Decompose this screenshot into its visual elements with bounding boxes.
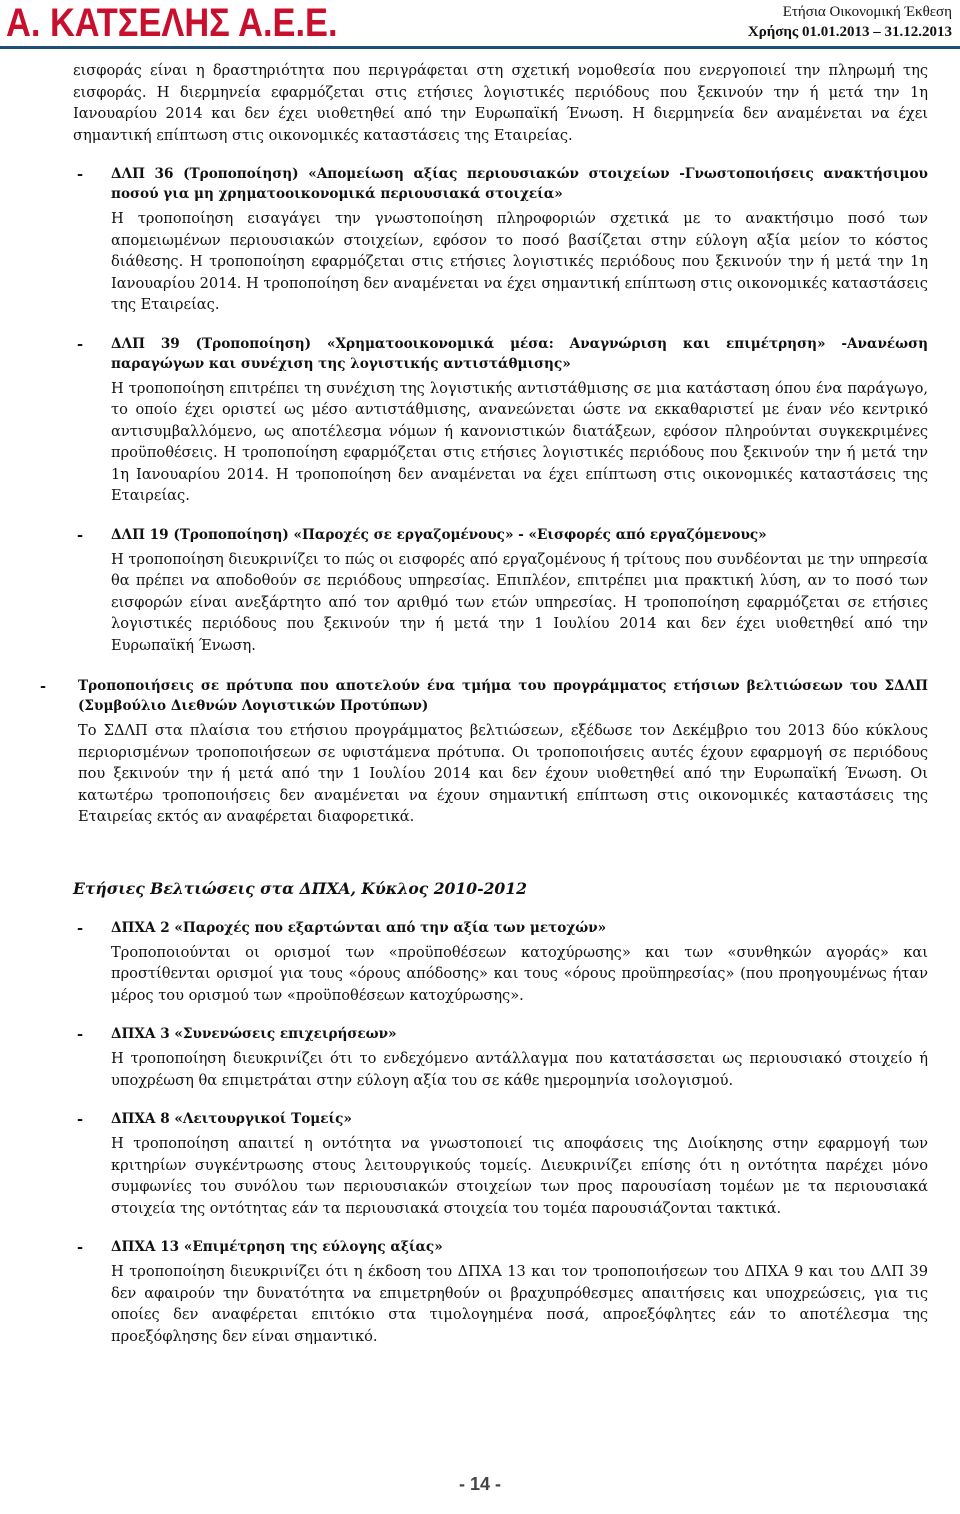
page-header xyxy=(0,0,960,46)
item-text: Η τροποποίηση εισαγάγει την γνωστοποίηση πληροφοριών σχετικά με το ανακτήσιμο ποσό των απομειωμένων περιουσιακών στοιχείων, εφόσον το ποσό βασίζεται στην εύλογη αξία μείον το κόστος διάθεσης. Η τροποποίηση εφαρμόζεται στις ετήσιες λογιστικές περιόδους που ξεκινούν την ή μετά την 1η Ιανουαρίου 2014. Η τροποποίηση δεν αναμένεται να έχει σημαντική επίπτωση στις οικονομικές καταστάσεις της Εταιρείας. xyxy=(111,210,928,313)
item-title: ΔΠΧΑ 3 «Συνενώσεις επιχειρήσεων» xyxy=(111,1026,397,1042)
item-text: Η τροποποίηση διευκρινίζει ότι το ενδεχόμενο αντάλλαγμα που κατατάσσεται ως περιουσιακό στοιχείο ή υποχρέωση θα επιμετράται στην εύλογη αξία του σε κάθε ημερομηνία ισολογισμού. xyxy=(111,1050,928,1089)
list-dash: - xyxy=(40,678,47,695)
report-title-line2: Χρήσης 01.01.2013 – 31.12.2013 xyxy=(747,24,952,40)
item-text: Η τροποποίηση διευκρινίζει ότι η έκδοση του ΔΠΧΑ 13 και τον τροποποιήσεων του ΔΠΧΑ 9 και του ΔΛΠ 39 δεν αφαιρούν την δυνατότητα να επιμετρηθούν οι βραχυπρόθεσμες απαιτήσεις και υποχρεώσεις, για τις οποίες δεν αναφέρεται επιτόκιο στα τιμολογημένα ποσά, απροεξόφλητες εάν το αποτέλεσμα της προεξόφλησης δεν είναι σημαντικό. xyxy=(111,1263,928,1345)
item-title: ΔΛΠ 19 (Τροποποίηση) «Παροχές σε εργαζομένους» - «Εισφορές από εργαζόμενους» xyxy=(111,526,767,543)
list-item-ifrs2 xyxy=(73,918,928,1007)
report-title xyxy=(748,2,952,42)
item-text: Η τροποποίηση απαιτεί η οντότητα να γνωστοποιεί τις αποφάσεις της Διοίκησης στην εφαρμογή των κριτηρίων συγκέντρωσης στους λειτουργικούς τομείς. Διευκρινίζει επίσης ότι η οντότητα παρέχει μόνο συμφωνίες του συνόλου των περιουσιακών στοιχείων των προς παρουσίαση τομέων με τα περιουσιακά στοιχεία της οντότητας εάν τα περιουσιακά στοιχεία του τομέα παρουσιάζονται τακτικά. xyxy=(111,1135,928,1217)
item-title: ΔΛΠ 36 (Τροποποίηση) «Απομείωση αξίας περιουσιακών στοιχείων -Γνωστοποιήσεις ανακτήσιμου ποσού για μη χρηματοοικονομικά περιουσιακά στοιχεία» xyxy=(111,166,928,202)
list-item-ias19 xyxy=(73,525,928,657)
list-item-annual-improvements xyxy=(38,676,928,828)
item-text: Η τροποποίηση επιτρέπει τη συνέχιση της λογιστικής αντιστάθμισης σε μια κατάσταση όπου ένα παράγωγο, το οποίο έχει οριστεί ως μέσο αντιστάθμισης, ανανεώνεται ώστε να εκκαθαριστεί με έναν νέο κεντρικό αντισυμβαλλόμενο, ως αποτέλεσμα νόμων ή κανονιστικών διατάξεων, εφόσον πληρούνται συγκεκριμένες προϋποθέσεις. Η τροποποίηση εφαρμόζεται στις ετήσιες λογιστικές περιόδους που ξεκινούν την ή μετά την 1η Ιανουαρίου 2014. Η τροποποίηση δεν αναμένεται να έχει επίπτωση στις οικονομικές καταστάσεις της Εταιρείας. xyxy=(111,379,928,504)
intro-paragraph: εισφοράς είναι η δραστηριότητα που περιγράφεται στη σχετική νομοθεσία που ενεργοποιεί την πληρωμή της εισφοράς. Η διερμηνεία εφαρμόζεται στις ετήσιες λογιστικές περιόδους που ξεκινούν την ή μετά την 1η Ιανουαρίου 2014 και δεν έχει υιοθετηθεί από την Ευρωπαϊκή Ένωση. Η διερμηνεία δεν αναμένεται να έχει σημαντική επίπτωση στις οικονομικές καταστάσεις της Εταιρείας. xyxy=(73,62,928,144)
item-title: ΔΠΧΑ 13 «Επιμέτρηση της εύλογης αξίας» xyxy=(111,1239,443,1255)
list-item-ias36 xyxy=(73,164,928,316)
list-dash: - xyxy=(77,335,84,353)
item-text: Τροποποιούνται οι ορισμοί των «προϋποθέσεων κατοχύρωσης» και των «συνθηκών αγοράς» και προστίθενται ορισμοί για τους «όρους απόδοσης» και τους «όρους προϋπηρεσίας» (που προηγουμένως ήταν μέρος του ορισμού των «προϋποθέσεων κατοχύρωσης». xyxy=(111,943,928,1004)
header-rule xyxy=(0,46,960,49)
list-item-ias39 xyxy=(73,334,928,507)
item-title: ΔΠΧΑ 2 «Παροχές που εξαρτώνται από την αξία των μετοχών» xyxy=(111,919,607,936)
document-body xyxy=(40,60,928,1347)
item-title: ΔΠΧΑ 8 «Λειτουργικοί Τομείς» xyxy=(111,1111,352,1127)
page-number: - 14 - xyxy=(458,1474,501,1494)
item-title: ΔΛΠ 39 (Τροποποίηση) «Χρηματοοικονομικά μέσα: Αναγνώριση και επιμέτρηση» -Ανανέωση παραγώγων και συνέχιση της λογιστικής αντιστάθμισης» xyxy=(111,335,928,372)
item-text: Η τροποποίηση διευκρινίζει το πώς οι εισφορές από εργαζομένους ή τρίτους που συνδέονται με την υπηρεσία θα πρέπει να αποδοθούν σε περιόδους υπηρεσίας. Επιπλέον, επιτρέπει μια πρακτική λύση, αν το ποσό των εισφορών είναι ανεξάρτητο από τον αριθμό των ετών υπηρεσίας. Η τροποποίηση εφαρμόζεται σε ετήσιες λογιστικές περιόδους που ξεκινούν την ή μετά την 1 Ιουλίου 2014 και δεν έχει υιοθετηθεί από την Ευρωπαϊκή Ένωση. xyxy=(111,550,928,654)
item-title: Τροποποιήσεις σε πρότυπα που αποτελούν ένα τμήμα του προγράμματος ετήσιων βελτιώσεων του ΣΔΛΠ (Συμβούλιο Διεθνών Λογιστικών Προτύπων) xyxy=(78,678,928,714)
item-text: Το ΣΔΛΠ στα πλαίσια του ετήσιου προγράμματος βελτιώσεων, εξέδωσε τον Δεκέμβριο του 2013 δύο κύκλους περιορισμένων τροποποιήσεων σε υφιστάμενα πρότυπα. Οι τροποποιήσεις αυτές έχουν εφαρμογή σε περιόδους που ξεκινούν την ή μετά από την 1 Ιουλίου 2014 και δεν έχουν υιοθετηθεί από την Ευρωπαϊκή Ένωση. Οι κατωτέρω τροποποιήσεις δεν αναμένεται να έχουν σημαντική επίπτωση στις οικονομικές καταστάσεις της Εταιρείας εκτός αν αναφέρεται διαφορετικά. xyxy=(78,722,928,825)
list-item-ifrs13 xyxy=(73,1237,928,1347)
list-item-ifrs3 xyxy=(73,1024,928,1091)
list-dash: - xyxy=(77,526,84,544)
list-dash: - xyxy=(77,1026,84,1043)
list-dash: - xyxy=(77,166,84,183)
company-logo: Α. ΚΑΤΣΕΛΗΣ Α.Ε.Ε. xyxy=(6,1,338,45)
section-heading: Ετήσιες Βελτιώσεις στα ΔΠΧΑ, Κύκλος 2010-2012 xyxy=(73,878,527,898)
list-dash: - xyxy=(77,1111,84,1128)
list-dash: - xyxy=(77,919,84,937)
list-item-ifrs8 xyxy=(73,1109,928,1219)
list-dash: - xyxy=(77,1239,84,1256)
report-title-line1: Ετήσια Οικονομική Έκθεση xyxy=(782,4,952,20)
